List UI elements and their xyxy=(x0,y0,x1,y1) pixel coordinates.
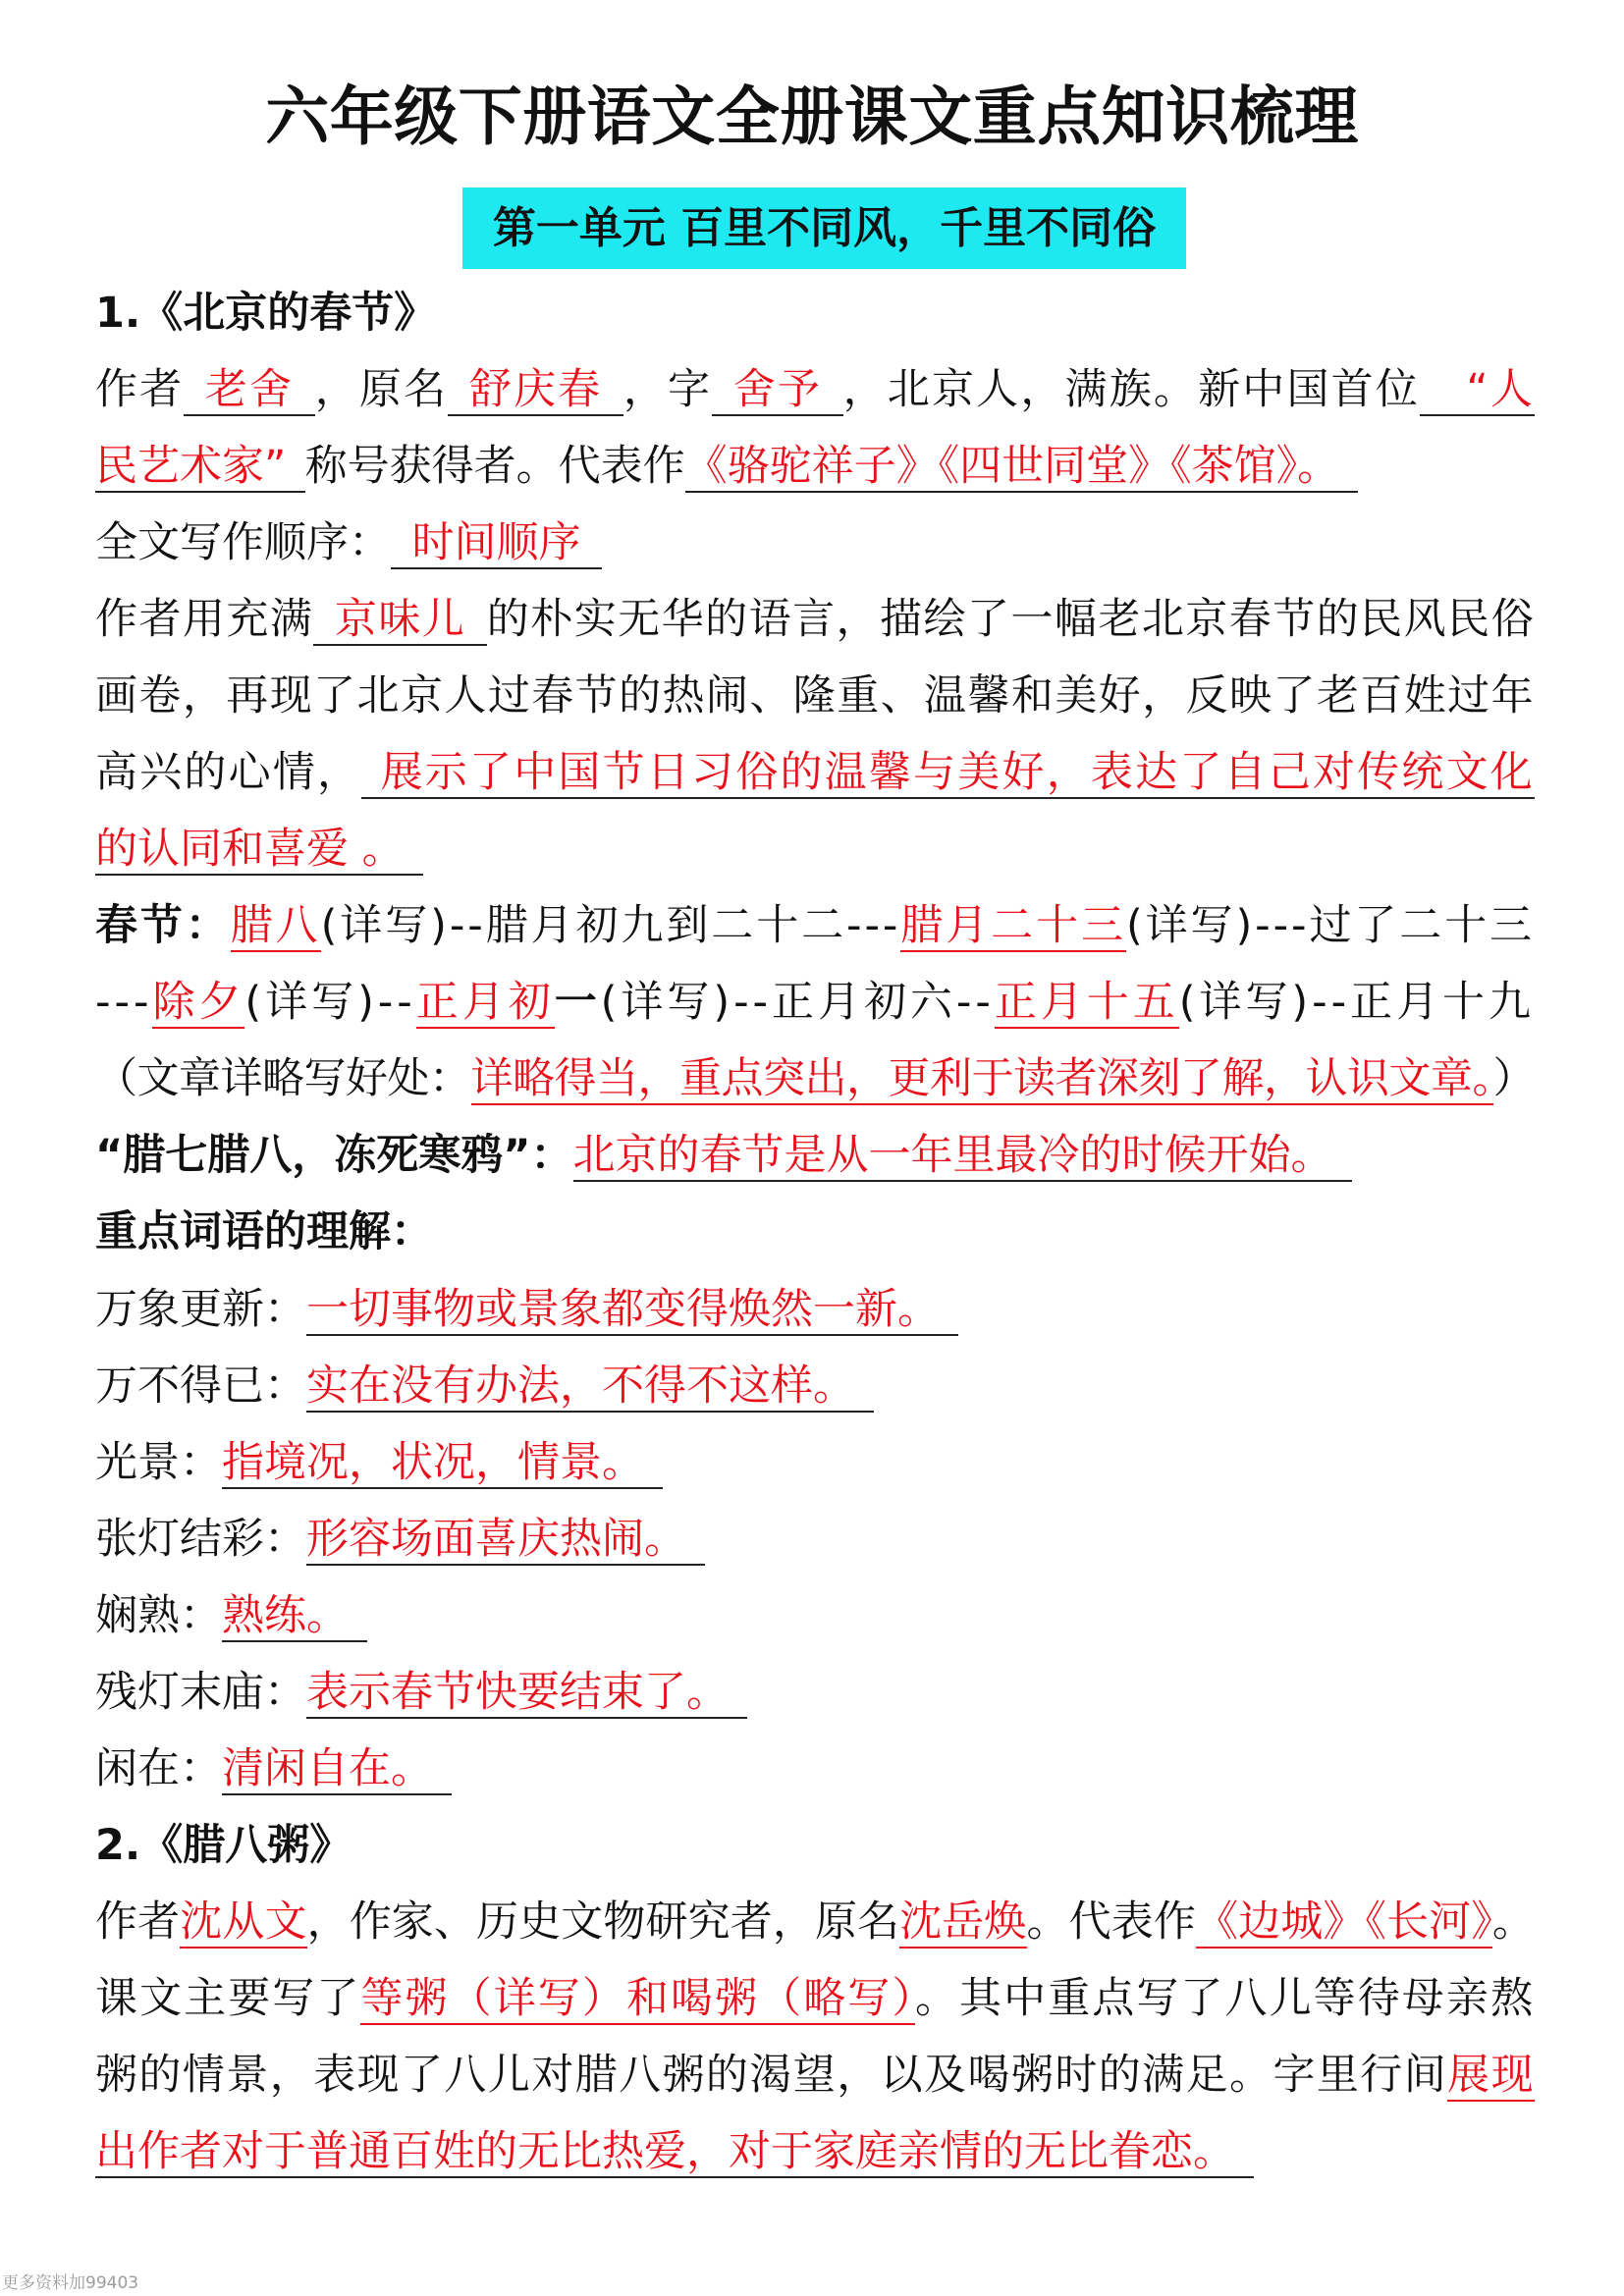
line-text xyxy=(95,1041,1535,1117)
vocab-meaning: 熟练。 xyxy=(222,1591,367,1642)
text-segment: (详写)---过了二十三 xyxy=(1125,901,1536,951)
vocab-term: 残灯末庙： xyxy=(95,1667,306,1717)
line-text xyxy=(95,2037,1535,2113)
text-line xyxy=(95,734,1535,811)
unit-banner xyxy=(462,187,1186,269)
text-line xyxy=(95,1041,1535,1117)
text-line xyxy=(95,811,1535,887)
vocab-meaning: 表示春节快要结束了。 xyxy=(306,1668,747,1719)
answer-text: 除夕 xyxy=(152,978,245,1028)
line-text xyxy=(95,734,1535,811)
text-segment: 课文主要写了 xyxy=(95,1974,361,2024)
text-segment: 作者 xyxy=(95,364,185,414)
text-segment: 作者用充满 xyxy=(95,594,314,644)
answer-blank: 北京的春节是从一年里最冷的时候开始。 xyxy=(573,1131,1352,1182)
line-text xyxy=(95,275,436,351)
answer-blank: 舍予 xyxy=(712,365,842,416)
text-line xyxy=(95,1960,1535,2037)
lesson-heading: 1.《北京的春节》 xyxy=(95,288,437,338)
line-text xyxy=(95,1194,433,1270)
vocab-meaning: 实在没有办法，不得不这样。 xyxy=(306,1362,874,1413)
text-segment: (详写)-- xyxy=(244,978,416,1028)
vocab-item xyxy=(95,1424,1535,1501)
watermark: 更多资料加99403 xyxy=(2,2273,139,2293)
vocab-item xyxy=(95,1577,1535,1654)
vocab-term: 光景： xyxy=(95,1437,222,1487)
vocab-meaning: 指境况，状况，情景。 xyxy=(222,1438,663,1489)
answer-blank: 出作者对于普通百姓的无比热爱，对于家庭亲情的无比眷恋。 xyxy=(95,2127,1254,2178)
label-text: “腊七腊八，冻死寒鸦”： xyxy=(95,1131,573,1181)
line-text xyxy=(95,581,1535,658)
line-text xyxy=(95,1731,452,1807)
text-line xyxy=(95,2037,1535,2113)
answer-text: 正月初 xyxy=(415,978,555,1028)
answer-text: 详略得当，重点突出，更利于读者深刻了解，认识文章。 xyxy=(470,1054,1493,1104)
text-segment: 称号获得者。代表作 xyxy=(304,441,685,491)
text-segment: ，字 xyxy=(623,364,713,414)
line-text xyxy=(95,351,1535,428)
vocab-term: 娴熟： xyxy=(95,1590,222,1640)
line-text xyxy=(95,1654,747,1731)
line-text xyxy=(95,1271,958,1348)
line-text xyxy=(95,428,1358,505)
line-text xyxy=(95,1501,705,1577)
line-text xyxy=(95,887,1535,964)
page-title: 六年级下册语文全册课文重点知识梳理 xyxy=(265,80,1359,154)
line-text xyxy=(95,1577,367,1654)
answer-blank: “人 xyxy=(1420,365,1535,416)
vocab-meaning: 清闲自在。 xyxy=(222,1744,452,1795)
vocab-item xyxy=(95,1271,1535,1348)
text-segment: ，北京人，满族。新中国首位 xyxy=(842,364,1421,414)
text-line xyxy=(95,964,1535,1041)
vocab-item xyxy=(95,1348,1535,1424)
lesson-heading: 2.《腊八粥》 xyxy=(95,1821,352,1871)
text-segment: 。代表作 xyxy=(1026,1897,1196,1948)
line-text xyxy=(95,1348,874,1424)
text-segment: 全文写作顺序： xyxy=(95,517,391,567)
vocab-item xyxy=(95,1654,1535,1731)
text-segment: --- xyxy=(95,978,153,1028)
lesson-heading-line xyxy=(95,275,1535,351)
vocab-term: 万不得已： xyxy=(95,1361,306,1411)
answer-blank: 老舍 xyxy=(184,365,314,416)
line-text xyxy=(95,1424,663,1501)
line-text xyxy=(95,1117,1352,1194)
answer-text: 等粥（详写）和喝粥（略写） xyxy=(360,1974,915,2024)
text-segment: (详写)--正月十九 xyxy=(1178,978,1535,1028)
answer-text: 腊八 xyxy=(230,901,321,951)
vocab-term: 万象更新： xyxy=(95,1284,306,1334)
text-line xyxy=(95,2113,1535,2190)
text-segment: ） xyxy=(1492,1054,1535,1104)
vocab-meaning: 一切事物或景象都变得焕然一新。 xyxy=(306,1285,958,1336)
vocab-heading: 重点词语的理解： xyxy=(95,1207,433,1257)
text-segment: 粥的情景，表现了八儿对腊八粥的渴望，以及喝粥时的满足。字里行间 xyxy=(95,2051,1448,2101)
text-segment: （文章详略写好处： xyxy=(95,1054,471,1104)
notes-body xyxy=(95,275,1535,2191)
line-text xyxy=(95,658,1535,734)
text-line xyxy=(95,505,1535,581)
line-text xyxy=(95,1960,1535,2037)
answer-text: 展现 xyxy=(1447,2051,1536,2101)
answer-text: 腊月二十三 xyxy=(900,901,1126,951)
line-text xyxy=(95,1807,352,1884)
line-text xyxy=(95,811,423,887)
text-line xyxy=(95,887,1535,964)
text-segment: (详写)--正月初六-- xyxy=(600,978,995,1028)
section-heading-line xyxy=(95,1194,1535,1270)
answer-blank: 《骆驼祥子》《四世同堂》《茶馆》。 xyxy=(685,442,1359,493)
text-line xyxy=(95,351,1535,428)
answer-blank: 民艺术家” xyxy=(95,442,305,493)
text-line xyxy=(95,658,1535,734)
text-segment: ，原名 xyxy=(314,364,449,414)
text-line xyxy=(95,581,1535,658)
unit-banner-text: 第一单元 百里不同风，千里不同俗 xyxy=(492,203,1157,253)
text-segment: ，作家、历史文物研究者，原名 xyxy=(306,1897,900,1948)
vocab-item xyxy=(95,1501,1535,1577)
answer-blank: 展示了中国节日习俗的温馨与美好，表达了自己对传统文化 xyxy=(361,748,1535,799)
vocab-item xyxy=(95,1731,1535,1807)
text-segment: (详写)--腊月初九到二十二--- xyxy=(320,901,901,951)
answer-blank: 京味儿 xyxy=(313,595,486,646)
text-line xyxy=(95,1884,1535,1960)
lesson-heading-line xyxy=(95,1807,1535,1884)
text-segment: 一 xyxy=(554,978,601,1028)
text-segment: 的朴实无华的语言，描绘了一幅老北京春节的民风民俗 xyxy=(486,594,1536,644)
text-segment: 作者 xyxy=(95,1897,181,1948)
vocab-meaning: 形容场面喜庆热闹。 xyxy=(306,1515,705,1566)
answer-blank: 时间顺序 xyxy=(391,518,602,569)
text-line xyxy=(95,428,1535,505)
line-text xyxy=(95,964,1535,1041)
text-segment: 。 xyxy=(1491,1897,1536,1948)
text-segment: 高兴的心情， xyxy=(95,747,362,797)
answer-text: 正月十五 xyxy=(994,978,1179,1028)
vocab-term: 张灯结彩： xyxy=(95,1514,306,1564)
text-line xyxy=(95,1117,1535,1194)
label-text: 春节： xyxy=(95,901,231,951)
line-text xyxy=(95,505,602,581)
answer-blank: 舒庆春 xyxy=(448,365,623,416)
text-segment: 画卷，再现了北京人过春节的热闹、隆重、温馨和美好，反映了老百姓过年 xyxy=(95,670,1535,721)
text-segment: 。其中重点写了八儿等待母亲熬 xyxy=(914,1974,1536,2024)
answer-text: 沈从文 xyxy=(180,1897,307,1948)
line-text xyxy=(95,2113,1254,2190)
answer-text: 《边城》《长河》 xyxy=(1196,1897,1492,1948)
line-text xyxy=(95,1884,1535,1960)
answer-text: 沈岳焕 xyxy=(899,1897,1027,1948)
answer-blank: 的认同和喜爱 。 xyxy=(95,825,423,876)
vocab-term: 闲在： xyxy=(95,1743,222,1793)
